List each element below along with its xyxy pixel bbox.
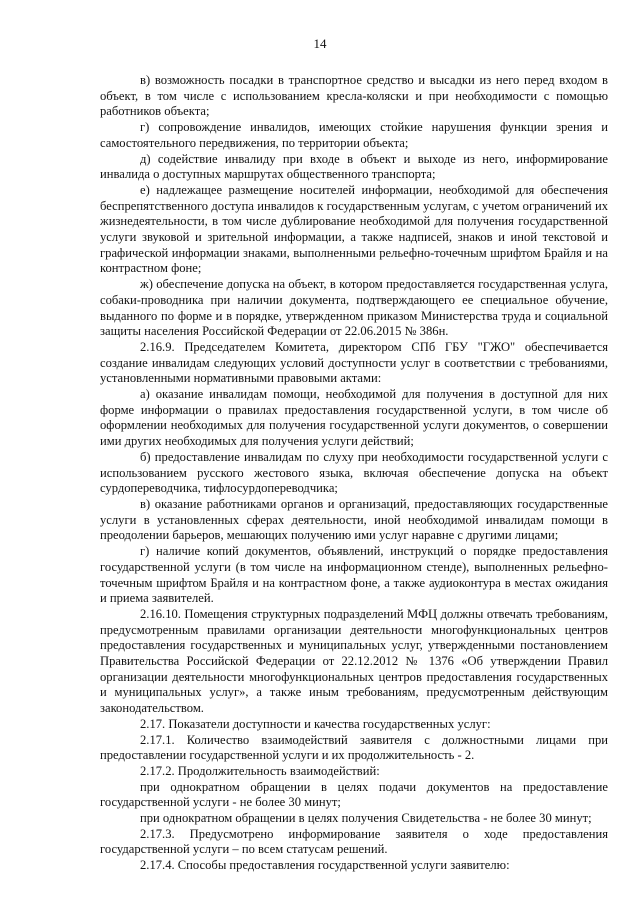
paragraph: при однократном обращении в целях подачи документов на предоставление государственной услуги - не более 30 минут; xyxy=(100,779,608,810)
paragraph: д) содействие инвалиду при входе в объект и выходе из него, информирование инвалида о доступных маршрутах общественного транспорта; xyxy=(100,151,608,182)
paragraph: г) сопровождение инвалидов, имеющих стойкие нарушения функции зрения и самостоятельного передвижения, по территории объекта; xyxy=(100,120,608,150)
paragraph: г) наличие копий документов, объявлений, инструкций о порядке предоставления государственной услуги (в том числе на информационном стенде), выполненных рельефно-точечным шрифтом Брайля и на контрастном фоне, а также аудиоконтура в местах ожидания и приема заявителей. xyxy=(100,544,608,606)
document-body xyxy=(100,73,608,874)
paragraph: 2.17.4. Способы предоставления государственной услуги заявителю: xyxy=(140,858,510,873)
paragraph: 2.16.10. Помещения структурных подразделений МФЦ должны отвечать требованиям, предусмотренным правилами организации деятельности многофункциональных центров предоставления государственных и муниципальных услуг, утвержденными постановлением Правительства Российской Федерации от 22.12.2012 № 1376 «Об утверждении Правил организации деятельности многофункциональных центров предоставления государственных и муниципальных услуг», а также иным требованиям, предусмотренным действующим законодательством. xyxy=(100,606,608,716)
paragraph: 2.16.9. Председателем Комитета, директором СПб ГБУ "ГЖО" обеспечивается создание инвалидам следующих условий доступности услуг в соответствии с требованиями, установленными нормативными правовыми актами: xyxy=(100,339,608,386)
page-number: 14 xyxy=(313,36,327,51)
paragraph: в) возможность посадки в транспортное средство и высадки из него перед входом в объект, в том числе с использованием кресла-коляски и при необходимости с помощью работников объекта; xyxy=(100,73,608,119)
paragraph: 2.17.2. Продолжительность взаимодействий: xyxy=(140,763,380,778)
paragraph: б) предоставление инвалидам по слуху при необходимости государственной услуги с использованием русского жестового языка, включая обеспечение допуска на объект сурдопереводчика, тифлосурдопереводчика; xyxy=(100,449,608,496)
paragraph: в) оказание работниками органов и организаций, предоставляющих государственные услуги в установленных сферах деятельности, иной необходимой инвалидам помощи в преодолении барьеров, мешающих получению ими услуг наравне с другими лицами; xyxy=(100,496,608,543)
paragraph: 2.17.1. Количество взаимодействий заявителя с должностными лицами при предоставлении государственной услуги и их продолжительность - 2. xyxy=(100,732,608,763)
paragraph: а) оказание инвалидам помощи, необходимой для получения в доступной для них форме информации о правилах предоставления государственной услуги, в том числе об оформлении необходимых для получения государственной услуги документов, о совершении ими других необходимых для получения услуги действий; xyxy=(100,387,608,449)
paragraph: е) надлежащее размещение носителей информации, необходимой для обеспечения беспрепятственного доступа инвалидов к государственным услугам, с учетом ограничений их жизнедеятельности, в том числе дублирование необходимой для получения государственной услуги звуковой и зрительной информации, а также надписей, знаков и иной текстовой и графической информации знаками, выполненными рельефно-точечным шрифтом Брайля и на контрастном фоне; xyxy=(100,182,608,276)
paragraph: 2.17. Показатели доступности и качества государственных услуг: xyxy=(140,716,491,731)
paragraph: при однократном обращении в целях получения Свидетельства - не более 30 минут; xyxy=(140,811,592,826)
paragraph: 2.17.3. Предусмотрено информирование заявителя о ходе предоставления государственной услуги – по всем статусам решений. xyxy=(100,826,608,857)
paragraph: ж) обеспечение допуска на объект, в котором предоставляется государственная услуга, собаки-проводника при наличии документа, подтверждающего ее специальное обучение, выданного по форме и в порядке, утвержденном приказом Министерства труда и социальной защиты населения Российской Федерации от 22.06.2015 № 386н. xyxy=(100,277,608,339)
